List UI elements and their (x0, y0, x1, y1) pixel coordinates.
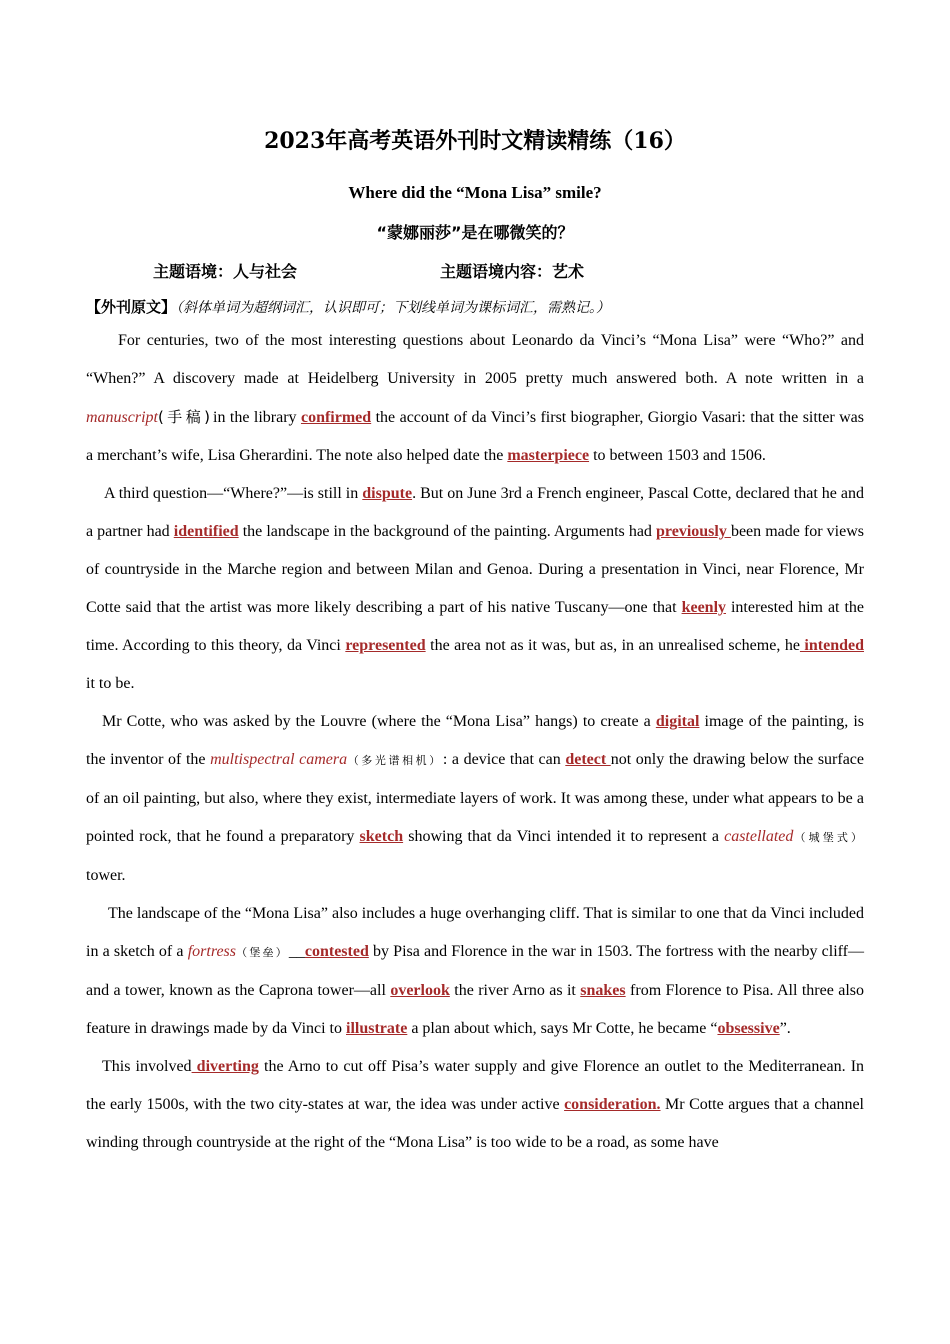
keyword: sketch (359, 828, 404, 845)
glossary-word: manuscript (86, 409, 158, 426)
theme-content: 主题语境内容：艺术 (440, 262, 585, 281)
keyword: contested (304, 943, 369, 960)
paragraph-3: Mr Cotte, who was asked by the Louvre (where the “Mona Lisa” hangs) to create a digital image of the painting, is the inventor of the multispectral camera（多光谱相机）: a device that can detect not only the drawing below the surface of an oil painting, but also, where they exist, intermediate layers of work. It was among these, under what appears to be a pointed rock, that he found a preparatory sketch showing that da Vinci intended it to represent a castellated（城堡式）tower. (86, 713, 865, 884)
document-title: 2023年高考英语外刊时文精读精练（16） (264, 128, 686, 154)
paragraph-1: For centuries, two of the most interesting questions about Leonardo da Vinci’s “Mona Lisa” were “Who?” and “When?” A discovery made at Heidelberg University in 2005 pretty much answered both. A note written in a manuscript(手稿)in the library confirmed the account of da Vinci’s first biographer, Giorgio Vasari: that the sitter was a merchant’s wife, Lisa Gherardini. The note also helped date the masterpiece to between 1503 and 1506. (86, 332, 864, 464)
keyword: identified (173, 523, 239, 540)
keyword: previously (656, 523, 731, 540)
keyword: represented (345, 637, 426, 654)
keyword: overlook (390, 982, 450, 999)
keyword: keenly (681, 599, 727, 616)
source-label: 【外刊原文】 (86, 298, 177, 316)
keyword: intended (799, 637, 865, 654)
theme-context: 主题语境：人与社会 (153, 262, 298, 281)
source-heading (86, 296, 610, 317)
glossary-gloss: （多光谱相机） (347, 754, 443, 767)
keyword: consideration. (564, 1096, 661, 1113)
keyword: digital (655, 713, 700, 730)
keyword: confirmed (300, 409, 372, 426)
source-note: （斜体单词为超纲词汇，认识即可；下划线单词为课标词汇，需熟记。） (176, 300, 611, 316)
paragraph-2: A third question—“Where?”—is still in dispute. But on June 3rd a French engineer, Pascal Cotte, declared that he and a partner had identified the landscape in the background of the painting. Arguments had previously been made for views of countryside in the Marche region and between Milan and Genoa. During a presentation in Vinci, near Florence, Mr Cotte said that the artist was more likely describing a part of his native Tuscany—one that keenly interested him at the time. According to this theory, da Vinci represented the area not as it was, but as, in an unrealised scheme, he intended it to be. (86, 485, 865, 692)
keyword: illustrate (346, 1020, 408, 1037)
glossary-word: fortress (187, 943, 237, 960)
keyword: masterpiece (507, 447, 590, 464)
keyword: detect (565, 751, 611, 768)
keyword: dispute (362, 485, 413, 502)
glossary-gloss: （堡垒） (236, 946, 289, 959)
glossary-gloss: (手稿) (158, 408, 214, 426)
glossary-gloss: （城堡式） (793, 831, 865, 844)
paragraph-4: The landscape of the “Mona Lisa” also includes a huge overhanging cliff. That is similar to one that da Vinci included in a sketch of a fortress（堡垒）__contested by Pisa and Florence in the war in 1503. The fortress with the nearby cliff—and a tower, known as the Caprona tower—all overlook the river Arno as it snakes from Florence to Pisa. All three also feature in drawings made by da Vinci to illustrate a plan about which, says Mr Cotte, he became “obsessive”. (86, 905, 865, 1037)
subtitle-english: Where did the “Mona Lisa” smile? (348, 183, 602, 202)
glossary-word: multispectral camera (210, 751, 348, 768)
keyword: snakes (580, 982, 626, 999)
subtitle-chinese: “蒙娜丽莎”是在哪微笑的？ (376, 223, 574, 242)
article-body (86, 322, 864, 1162)
keyword: obsessive (717, 1020, 780, 1037)
keyword: diverting (191, 1058, 259, 1075)
glossary-word: castellated (724, 828, 794, 845)
paragraph-5: This involved diverting the Arno to cut off Pisa’s water supply and give Florence an outlet to the Mediterranean. In the early 1500s, with the two city-states at war, the idea was under active consideration. Mr Cotte argues that a channel winding through countryside at the right of the “Mona Lisa” is too wide to be a road, as some have (86, 1058, 865, 1151)
